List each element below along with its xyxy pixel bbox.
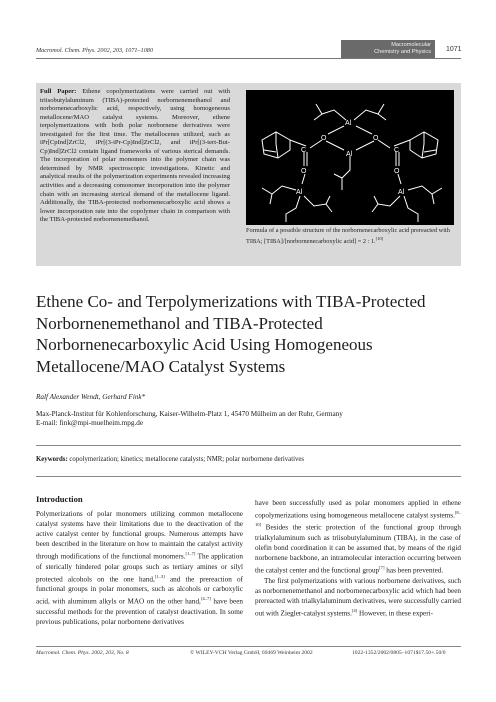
structure-figure (246, 90, 454, 225)
atom-al-left: Al (296, 189, 303, 196)
keywords-bottom-divider (36, 476, 461, 477)
citation: [8–10] (255, 510, 461, 528)
citation: [1–3] (154, 573, 165, 579)
affiliation: Max-Planck-Institut für Kohlenforschung, Kaiser-Wilhelm-Platz 1, 45470 Mülheim an der Ruhr, Germany (36, 410, 343, 418)
atom-c-left: C (301, 147, 307, 154)
keywords-top-divider (36, 445, 461, 446)
footer-issn: 1022-1352/2002/0805–1071$17.50+.50/0 (352, 650, 446, 656)
journal-logo-line2: Chemistry and Physics (374, 49, 431, 55)
page-number: 1071 (446, 46, 462, 53)
intro-text: However, in these experi- (357, 609, 433, 618)
authors: Ralf Alexander Wendt, Gerhard Fink* (36, 393, 146, 401)
intro-text: and the prereaction of functional groups in polar monomers, such as alcohols or carboxylic acid, with aluminum alkyls or MAO on the other hand, (36, 575, 244, 606)
running-header (36, 47, 153, 54)
keywords-list: copolymerization; kinetics; metallocene catalysts; NMR; polar norbornene derivatives (67, 456, 305, 463)
journal-volume-pages: 2002, 203, 1071–1080 (95, 47, 153, 54)
affiliation-block (36, 410, 456, 429)
intro-text: has been prevented. (384, 566, 444, 575)
atom-al-center: Al (346, 151, 353, 158)
intro-text: The application of sterically hindered polar groups such as tertiary amines or silyl protected alcohols on the one hand, (36, 552, 243, 584)
atom-al-right: Al (398, 189, 405, 196)
intro-paragraph (36, 509, 243, 627)
atom-o-left: O (321, 135, 327, 142)
footer-divider (36, 646, 461, 647)
figure-caption-text: Formula of a possible structure of the norbornenecarboxylic acid prereacted with TIBA; [TIBA]/[norbornenecarboxylic acid] = 2 : 1. (246, 227, 450, 246)
footer-copyright: © WILEY-VCH Verlag GmbH, 69469 Weinheim 2002 (190, 650, 313, 656)
keywords-line (36, 456, 461, 463)
intro-right-column (255, 498, 461, 618)
intro-text: have been successful methods for the prevention of catalyst deactivation. In some previous publications, polar norbornene derivatives (36, 597, 243, 626)
intro-text: have been successfully used as polar monomers applied in ethene copolymerizations using homogeneous metallocene catalyst systems. (255, 499, 461, 520)
email: E-mail: fink@mpi-muelheim.mpg.de (36, 419, 144, 428)
intro-paragraph (255, 576, 461, 619)
citation: [7] (379, 565, 385, 571)
figure-caption (246, 227, 454, 246)
footer-journal: Macromol. Chem. Phys. 2002, 203, No. 8 (36, 650, 129, 656)
introduction-heading: Introduction (36, 494, 83, 504)
intro-text: The first polymerizations with various norbornene derivatives, such as norbornenemethanol and norbornenecarboxylic acid which had been prereacted with trialkylaluminum derivatives, were successfully carried out with Ziegler-catalyst systems. (255, 576, 461, 618)
journal-name: Macromol. Chem. Phys. (36, 47, 96, 54)
intro-text: Polymerizations of polar monomers utilizing common metallocene catalyst systems have their limitations due to the deactivation of the active catalyst center by functional groups. Numerous attempts have been described in the literature on how to maintain the catalyst activity through modifications of the functional monomers. (36, 510, 243, 561)
figure-caption-ref: [10] (375, 236, 384, 241)
citation: [1–7] (185, 551, 196, 557)
abstract-body: Ethene copolymerizations were carried out with triisobutylaluminum (TIBA)-protected norbornenemethanol and norbornenecarboxylic acid, respectively, using homogeneous metallocene/MAO catalyst systems. Moreover, ethene terpolymerizations with both polar norbornene derivatives were investigated for the first time. The metallocenes utilized, such as iPr[CpInd]ZrCl2, iPr[(3-iPr-Cp)Ind]ZrCl2, and iPr[(3-tert-But-Cp)Ind]ZrCl2 contain ligand frameworks of various sterical demands. The incorporation of polar monomers into the polymer chain was determined by NMR spectroscopic investigations. Kinetic and analytical results of the polymerization experiments revealed increasing activities and a decreasing comonomer incorporation into the polymer chain with an increasing sterical demand of the metallocene ligand. Additionally, the TIBA-protected norbornenecarboxylic acid shows a lower incorporation rate into the copolymer chain in comparison with the TIBA-protected norbornenemethanol. (40, 88, 230, 224)
atom-o-bottom-left: O (301, 168, 307, 175)
atom-o-bottom-right: O (394, 168, 400, 175)
intro-left-column (36, 509, 243, 627)
intro-paragraph (255, 498, 461, 576)
structure-drawing (246, 90, 454, 225)
citation: [4] (351, 607, 358, 613)
article-title: Ethene Co- and Terpolymerizations with TIBA-Protected Norbornenemethanol and TIBA-Protected Norbornenecarboxylic Acid Using Homogeneous Metallocene/MAO Catalyst Systems (36, 292, 426, 377)
atom-al-top: Al (345, 120, 352, 127)
keywords-label: Keywords: (36, 456, 68, 463)
intro-text: Besides the steric protection of the functional group through trialkylaluminum such as triisobutylaluminum (TIBA), in the case of olefin bond coordination it can be assumed that, by means of the rigid norbornene backbone, an intramolecular interaction occurring between the catalyst center and the functional group (255, 523, 461, 575)
citation: [4–7] (200, 596, 211, 602)
header-divider (36, 58, 461, 59)
atom-c-right: C (394, 147, 400, 154)
abstract-label: Full Paper: (40, 88, 77, 95)
atom-o-right: O (373, 135, 379, 142)
abstract-text (40, 88, 230, 225)
journal-logo-line1: Macromolecular (391, 42, 431, 48)
journal-logo-box (341, 40, 435, 58)
